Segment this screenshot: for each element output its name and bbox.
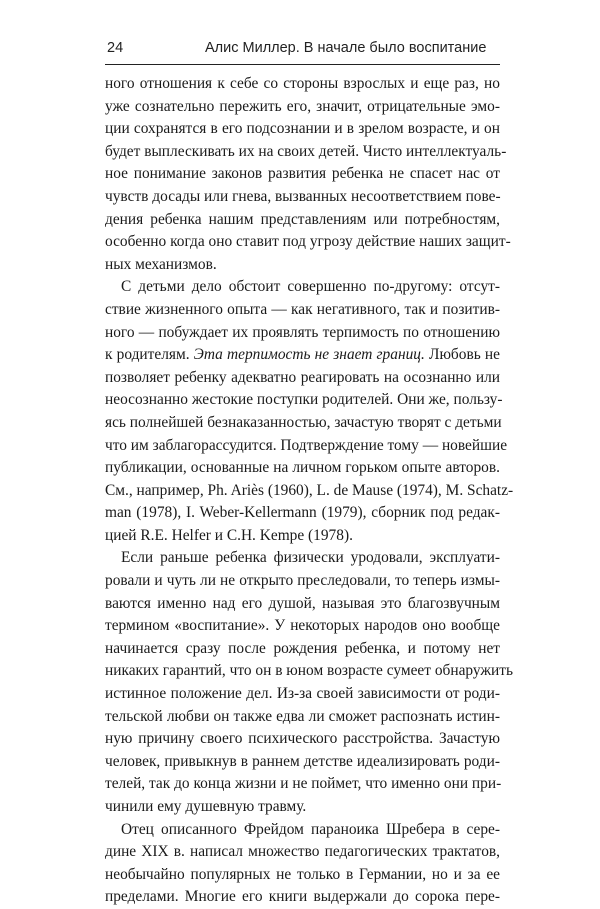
emphasis-text: Эта терпимость не знает границ. xyxy=(193,346,425,364)
body-text xyxy=(105,73,514,909)
text-line: цией R.E. Helfer и C.H. Kempe (1978). xyxy=(105,526,353,544)
text-line: ровали и чуть ли не открыто преследовали, то теперь измы- xyxy=(105,572,500,590)
text-line: Если раньше ребенка физически уродовали, эксплуати- xyxy=(121,549,500,567)
text-line: ции сохранятся в его подсознании и в зрелом возрасте, и он xyxy=(105,120,500,138)
text-line: телей, так до конца жизни и не поймет, что именно они при- xyxy=(105,775,502,793)
text-line: чувств досады или гнева, вызванных несоответствием пове- xyxy=(105,187,501,205)
text-line: Отец описанного Фрейдом параноика Шребера в сере- xyxy=(121,820,500,838)
text-line: чинили ему душевную травму. xyxy=(105,798,307,815)
text-line: С детьми дело обстоит совершенно по-другому: отсут- xyxy=(121,278,500,296)
text-line: начинается сразу после рождения ребенка, и потому нет xyxy=(105,639,500,657)
page-header xyxy=(105,38,500,65)
text-line: дине XIX в. написал множество педагогических трактатов, xyxy=(105,843,500,861)
text-line: ных механизмов. xyxy=(105,255,217,273)
text-line: ного — побуждает их проявлять терпимость по отношению xyxy=(105,323,500,341)
text-line: особенно когда оно ставит под угрозу действие наших защит- xyxy=(105,233,511,251)
text-line: тельской любви он также едва ли сможет распознать истин- xyxy=(105,707,500,725)
text-line: пределами. Многие его книги выдержали до сорока пере- xyxy=(105,888,500,906)
text-line xyxy=(105,344,500,367)
text-line: ную причину своего психического расстройства. Зачастую xyxy=(105,730,500,748)
text-line: дения ребенка нашим представлениям или потребностям, xyxy=(105,210,500,228)
text-line: ваются именно над его душой, называя это благозвучным xyxy=(105,594,500,612)
text-line: публикации, основанные на личном горьком опыте авторов. xyxy=(105,459,500,477)
text-line: термином «воспитание». У некоторых народов оно вообще xyxy=(105,617,500,635)
text-line: ного отношения к себе со стороны взрослых и еще раз, но xyxy=(105,75,500,92)
text-line: ное понимание законов развития ребенка не спасет нас от xyxy=(105,165,500,183)
text-line: позволяет ребенку адекватно реагировать на осознанно или xyxy=(105,368,500,386)
text-line: уже сознательно пережить его, значит, отрицательные эмо- xyxy=(105,97,500,115)
text-line: man (1978), I. Weber-Kellermann (1979), сборник под редак- xyxy=(105,504,500,522)
text-line: что им заблагорассудится. Подтверждение тому — новейшие xyxy=(105,436,508,454)
text-line: ясь полнейшей безнаказанностью, зачастую творят с детьми xyxy=(105,413,502,431)
text-segment: Любовь не xyxy=(429,346,500,364)
running-head: Алис Миллер. В начале было воспитание xyxy=(205,40,487,56)
text-line: человек, привыкнув в раннем детстве идеализировать роди- xyxy=(105,752,500,770)
text-line: ствие жизненного опыта — как негативного, так и позитив- xyxy=(105,300,500,318)
page-number: 24 xyxy=(107,40,124,56)
text-line: будет выплескивать их на своих детей. Чисто интеллектуаль- xyxy=(105,142,507,160)
text-line: необычайно популярных не только в Германии, но и за ее xyxy=(105,865,500,883)
text-segment: к родителям. xyxy=(105,346,190,364)
text-line: неосознанно жестокие поступки родителей. Они же, пользу- xyxy=(105,391,503,409)
text-line: никаких гарантий, что он в юном возрасте сумеет обнаружить xyxy=(105,662,514,680)
text-line: См., например, Ph. Ariès (1960), L. de Mause (1974), M. Schatz- xyxy=(105,481,514,499)
text-line: истинное положение дел. Из-за своей зависимости от роди- xyxy=(105,685,500,703)
